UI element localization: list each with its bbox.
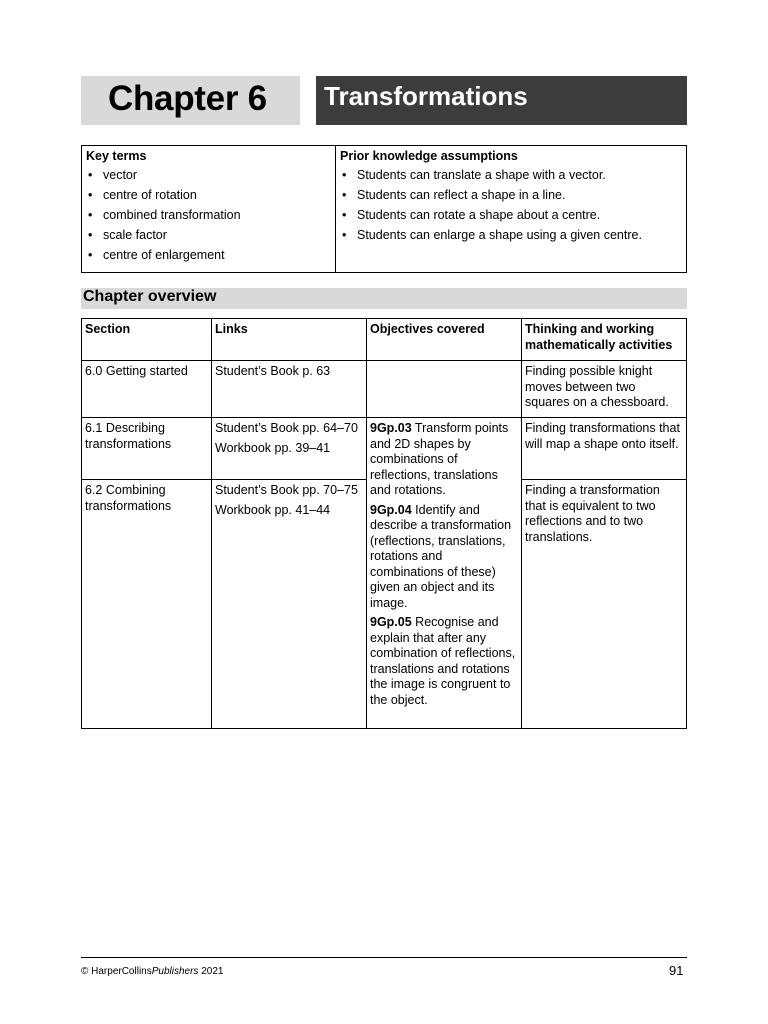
- copyright-notice: [81, 966, 223, 977]
- chapter-overview-table: [81, 318, 687, 729]
- key-terms-heading: Key terms: [86, 149, 147, 163]
- activity-cell: Finding possible knight moves between two squares on a chessboard.: [522, 361, 687, 418]
- link-text: Student’s Book p. 63: [215, 364, 331, 378]
- links-cell: [212, 480, 367, 729]
- chapter-title: Transformations: [324, 81, 528, 111]
- key-terms-list: [86, 168, 331, 264]
- copyright-year: 2021: [198, 966, 224, 977]
- column-header-links: Links: [212, 319, 367, 361]
- chapter-overview-heading-bar: [81, 288, 687, 309]
- prior-knowledge-item: • Students can translate a shape with a vector.: [340, 168, 682, 184]
- prior-knowledge-cell: [336, 146, 687, 273]
- copyright-italic: Publishers: [151, 966, 199, 977]
- prior-knowledge-heading: Prior knowledge assumptions: [340, 149, 518, 163]
- objective-text: Identify and describe a transformation (reflections, translations, rotations and combinations of these) given an object and its image.: [370, 502, 512, 610]
- objective-text: Transform points and 2D shapes by combinations of reflections, translations and rotations.: [370, 421, 509, 497]
- objective-code: 9Gp.04: [370, 502, 412, 517]
- key-terms-cell: [82, 146, 336, 273]
- prior-knowledge-list: [340, 168, 682, 244]
- objective-item: [370, 503, 518, 612]
- key-term-item: • scale factor: [86, 228, 331, 244]
- section-cell: 6.0 Getting started: [82, 361, 212, 418]
- chapter-overview-heading: Chapter overview: [83, 288, 217, 305]
- links-cell: [212, 418, 367, 480]
- section-cell: 6.2 Combining transformations: [82, 480, 212, 729]
- objective-code: 9Gp.03: [370, 421, 412, 435]
- links-cell: [212, 361, 367, 418]
- chapter-number-box: [81, 76, 300, 125]
- activity-cell: Finding transformations that will map a shape onto itself.: [522, 418, 687, 480]
- objectives-cell-empty: [367, 361, 522, 418]
- key-term-item: • centre of rotation: [86, 188, 331, 204]
- prior-knowledge-item: • Students can reflect a shape in a line.: [340, 188, 682, 204]
- chapter-number: Chapter 6: [108, 79, 267, 118]
- prior-knowledge-item: • Students can rotate a shape about a centre.: [340, 208, 682, 224]
- column-header-section: Section: [82, 319, 212, 361]
- objective-item: [370, 615, 518, 708]
- link-text: Workbook pp. 41–44: [215, 502, 331, 517]
- column-header-objectives: Objectives covered: [367, 319, 522, 361]
- objective-text: Recognise and explain that after any combination of reflections, translations and rotations the image is congruent to the object.: [370, 615, 516, 707]
- key-terms-table: [81, 145, 687, 273]
- page-number: 91: [669, 963, 684, 978]
- key-term-item: • centre of enlargement: [86, 248, 331, 264]
- activity-cell: Finding a transformation that is equivalent to two reflections and to two translations.: [522, 480, 687, 729]
- link-text: Workbook pp. 39–41: [215, 440, 331, 455]
- column-header-activities: Thinking and working mathematically activities: [522, 319, 687, 361]
- link-text: Student’s Book pp. 70–75: [215, 483, 358, 497]
- key-term-item: • combined transformation: [86, 208, 331, 224]
- chapter-title-box: [316, 76, 687, 125]
- objective-item: [370, 421, 518, 499]
- table-row: [82, 361, 687, 418]
- link-text: Student’s Book pp. 64–70: [215, 421, 358, 435]
- objective-code: 9Gp.05: [370, 615, 412, 629]
- objectives-cell: [367, 418, 522, 729]
- prior-knowledge-item: • Students can enlarge a shape using a given centre.: [340, 228, 682, 244]
- copyright-prefix: © HarperCollins: [81, 966, 152, 977]
- footer-divider: [81, 957, 687, 958]
- table-row: [82, 418, 687, 480]
- section-cell: 6.1 Describing transformations: [82, 418, 212, 480]
- key-term-item: • vector: [86, 168, 331, 184]
- table-header-row: [82, 319, 687, 361]
